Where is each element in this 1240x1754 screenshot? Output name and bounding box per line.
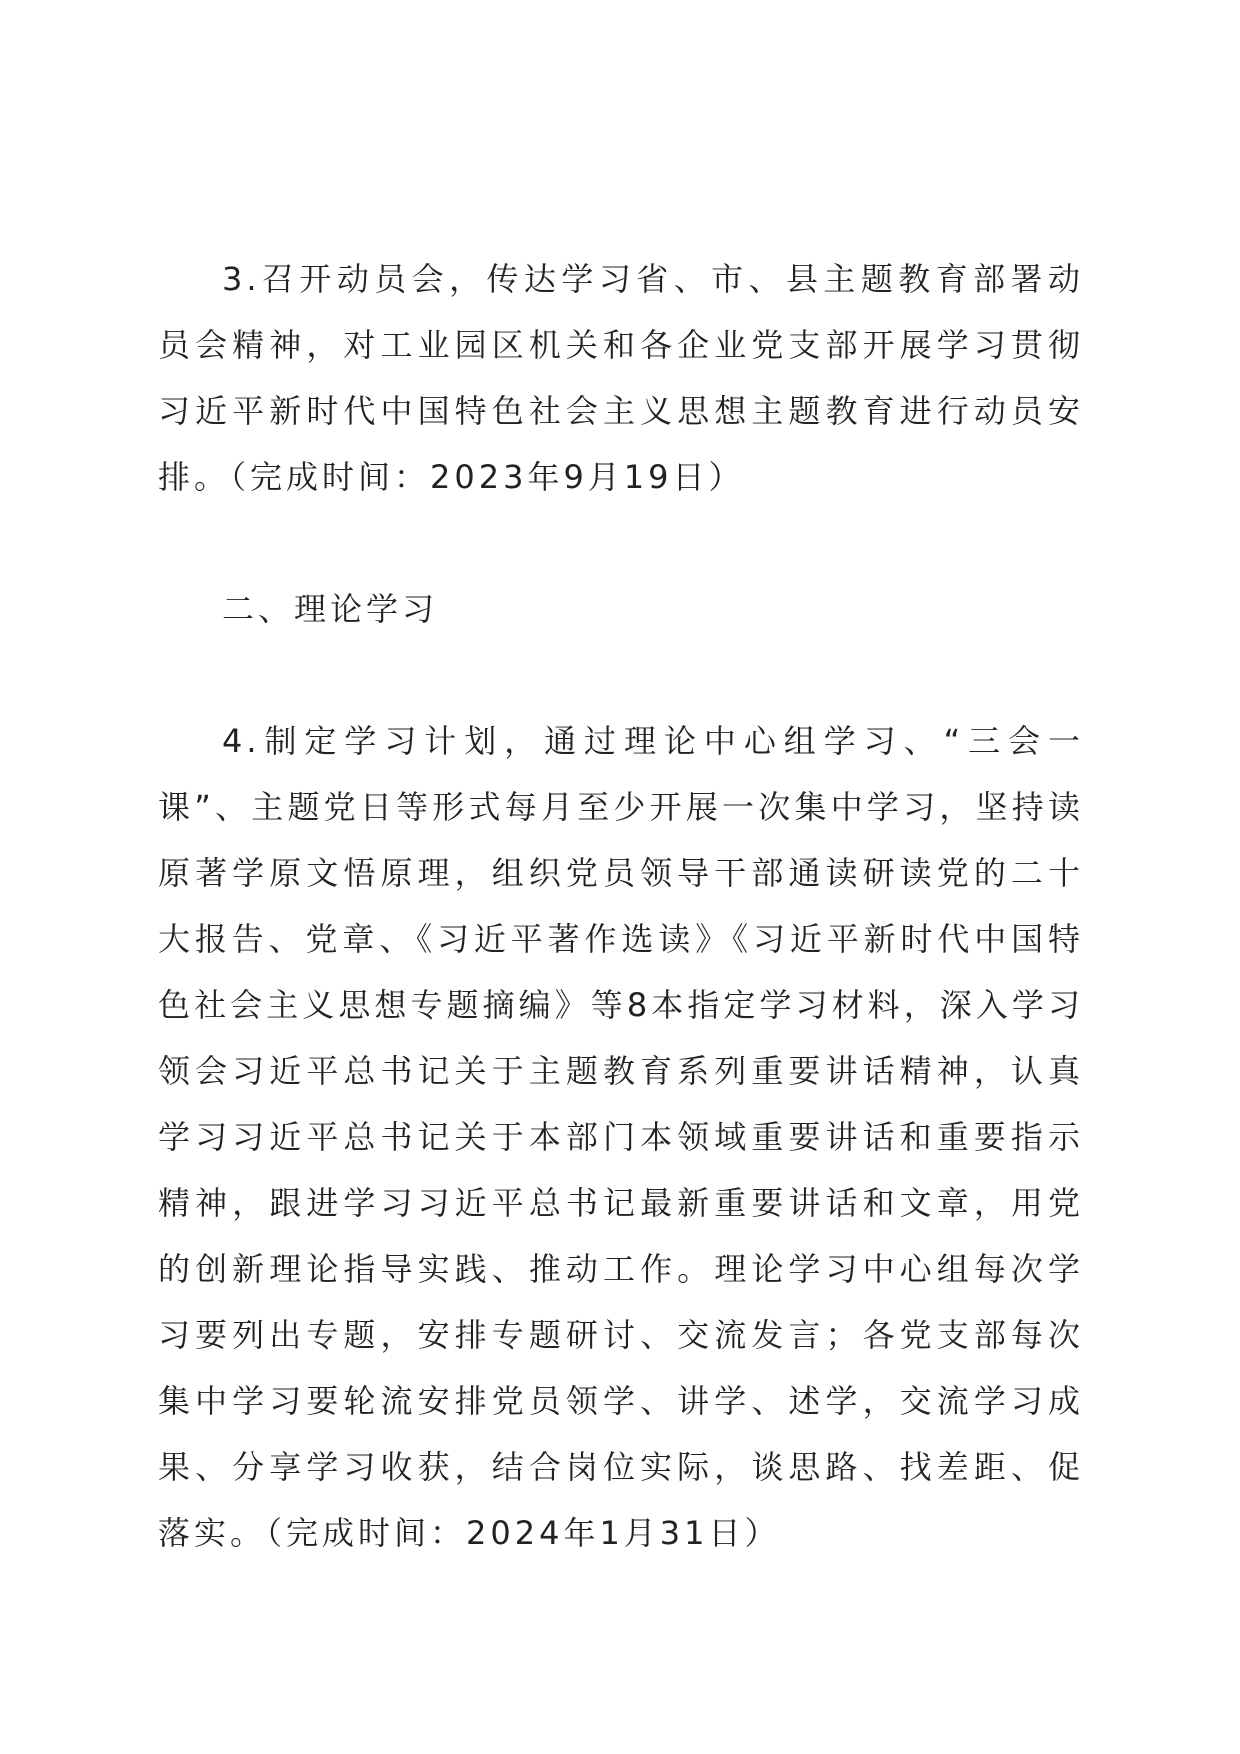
spacer (158, 642, 1084, 708)
section-heading: 二、理论学习 (222, 590, 439, 628)
spacer (158, 510, 1084, 576)
document-body (158, 246, 1084, 1566)
paragraph-item-4: 4.制定学习计划，通过理论中心组学习、“三会一课”、主题党日等形式每月至少开展一次集中学习，坚持读原著学原文悟原理，组织党员领导干部通读研读党的二十大报告、党章、《习近平著作选读》《习近平新时代中国特色社会主义思想专题摘编》等8本指定学习材料，深入学习领会习近平总书记关于主题教育系列重要讲话精神，认真学习习近平总书记关于本部门本领域重要讲话和重要指示精神，跟进学习习近平总书记最新重要讲话和文章，用党的创新理论指导实践、推动工作。理论学习中心组每次学习要列出专题，安排专题研讨、交流发言；各党支部每次集中学习要轮流安排党员领学、讲学、述学，交流学习成果、分享学习收获，结合岗位实际，谈思路、找差距、促落实。（完成时间：2024年1月31日） (158, 722, 1084, 1552)
paragraph-item-3: 3.召开动员会，传达学习省、市、县主题教育部署动员会精神，对工业园区机关和各企业党支部开展学习贯彻习近平新时代中国特色社会主义思想主题教育进行动员安排。（完成时间：2023年9月19日） (158, 260, 1084, 496)
